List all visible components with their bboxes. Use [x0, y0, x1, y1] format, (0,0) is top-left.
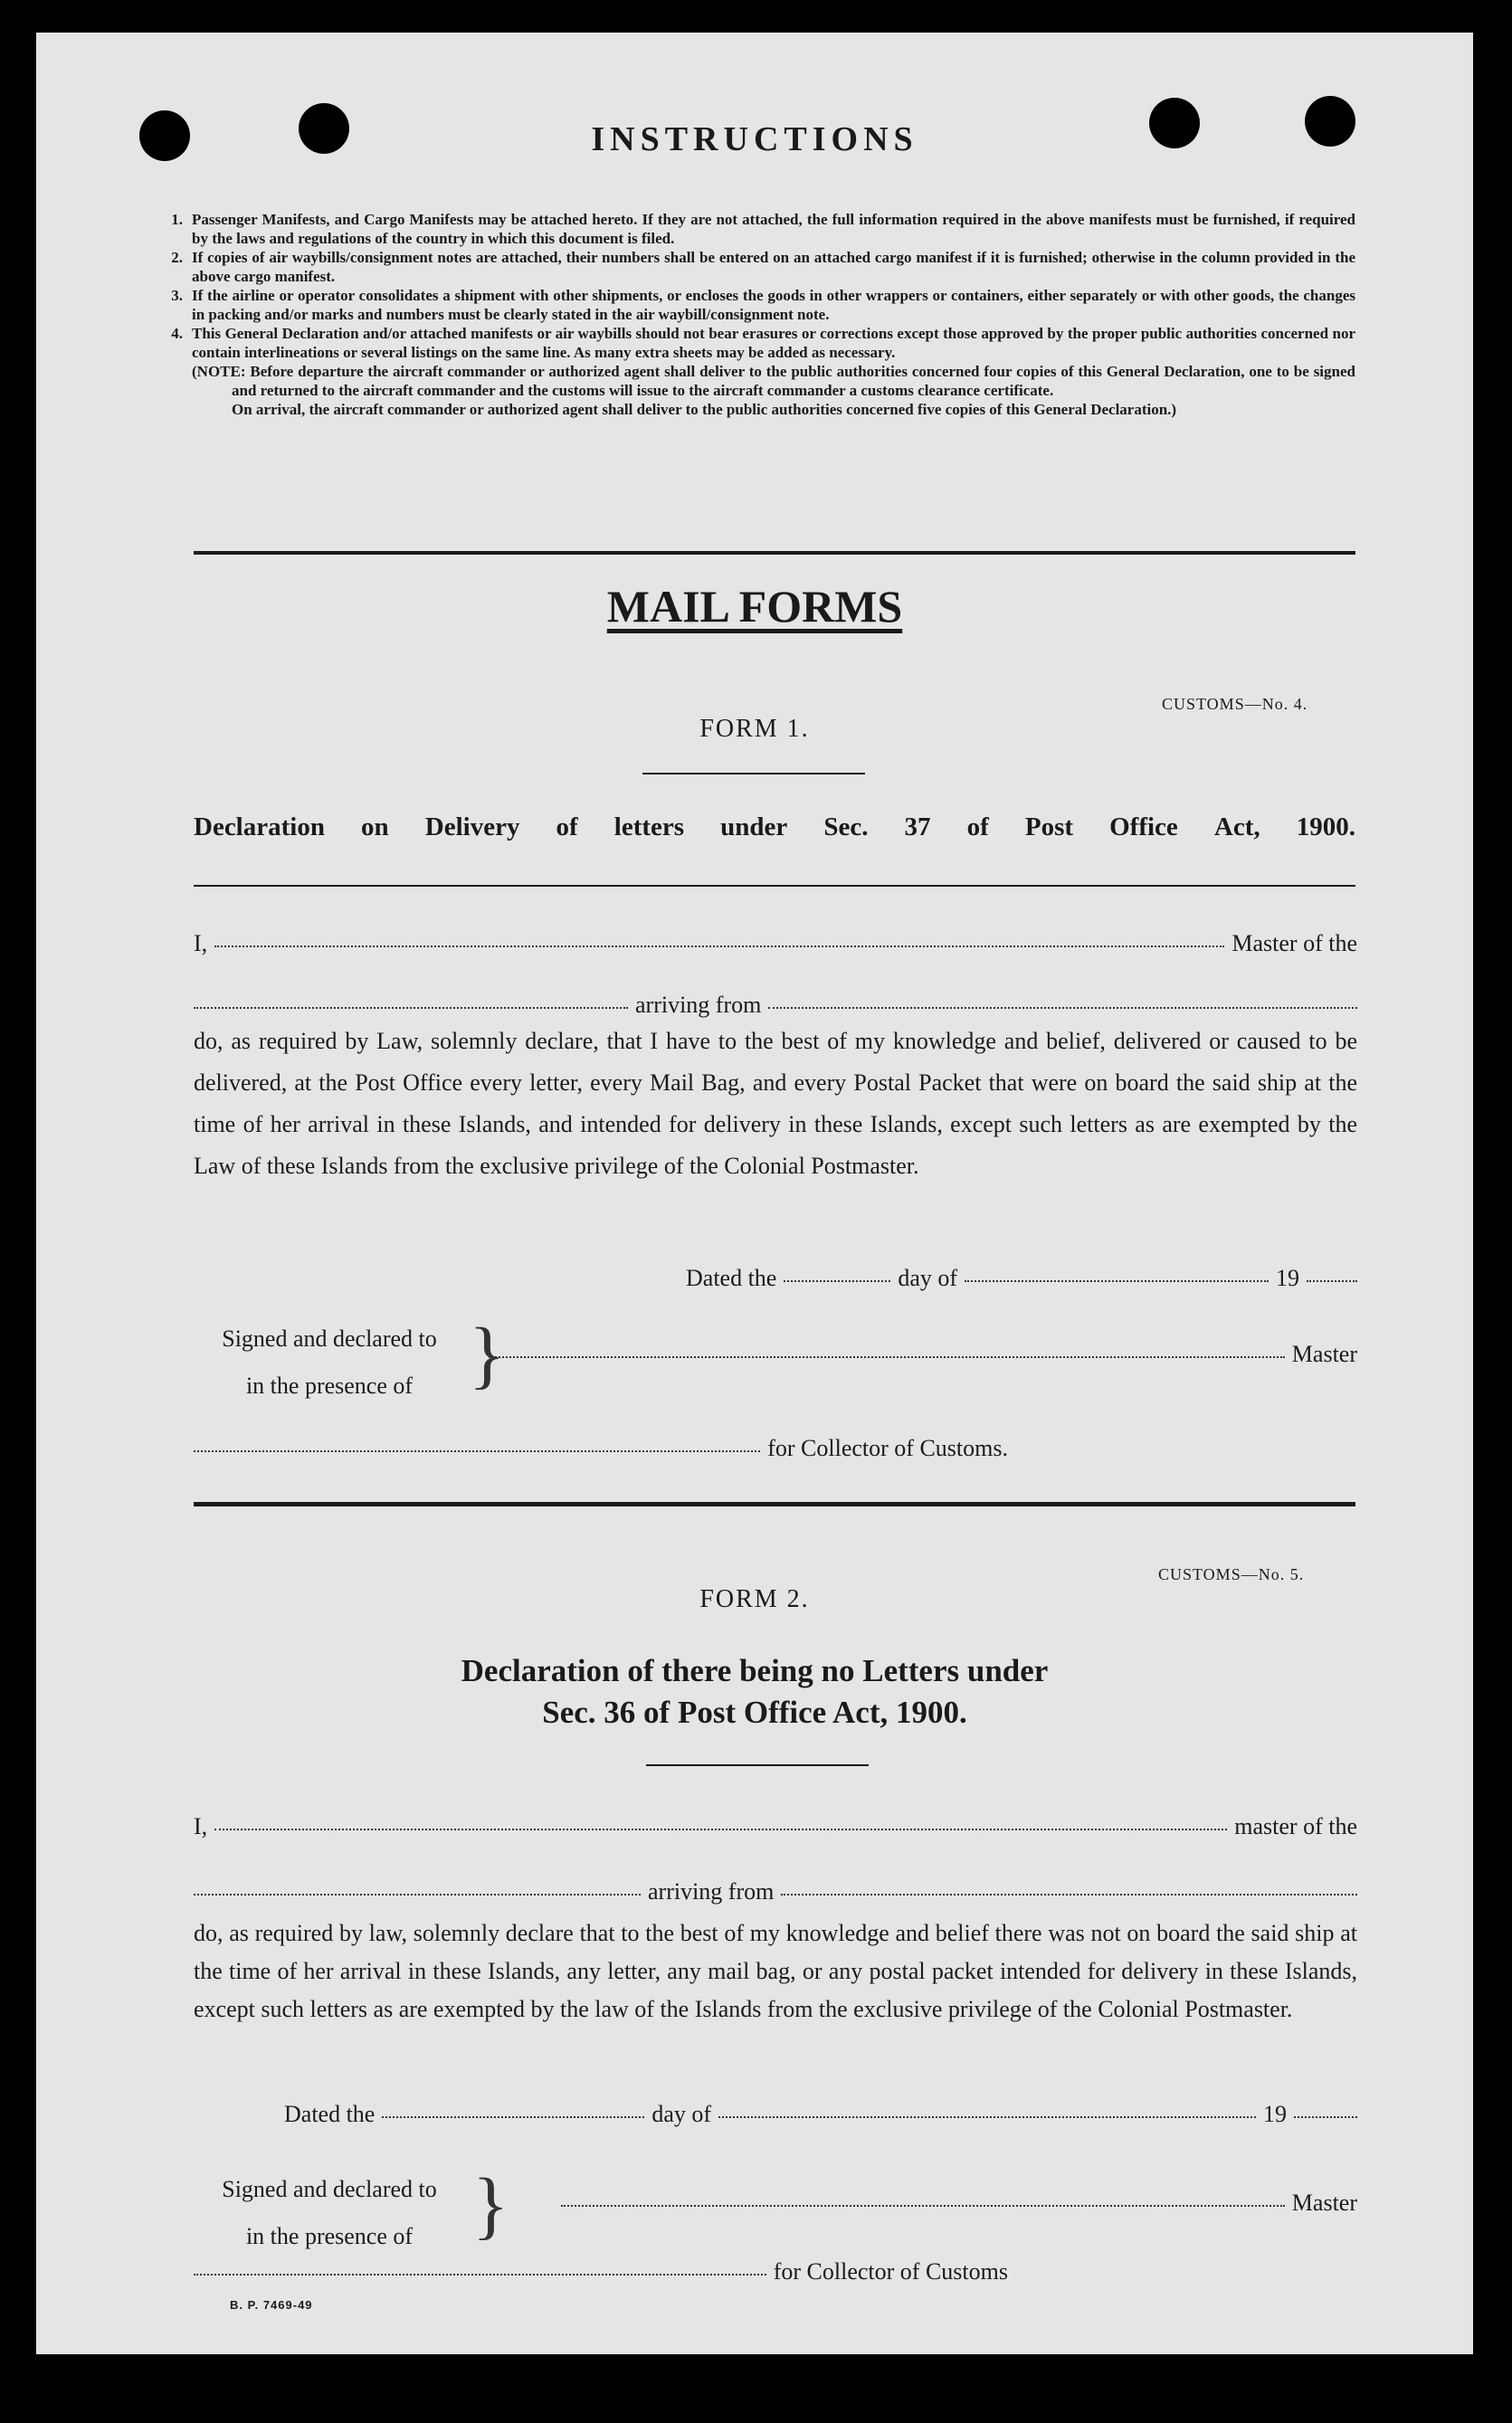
form1-master-signature[interactable]: Master: [489, 1341, 1357, 1368]
print-code: B. P. 7469-49: [230, 2298, 313, 2312]
customs-number: CUSTOMS—No. 5.: [1158, 1565, 1305, 1583]
day-blank[interactable]: [784, 1280, 890, 1282]
declaration-word: under: [720, 812, 788, 841]
section-divider: [194, 551, 1355, 555]
declaration-word: on: [361, 812, 389, 841]
form1-collector-field[interactable]: for Collector of Customs.: [194, 1435, 1008, 1462]
form1-date-field[interactable]: Dated the day of 19: [686, 1265, 1357, 1292]
collector-blank[interactable]: [194, 1450, 760, 1452]
instructions-title: INSTRUCTIONS: [591, 120, 918, 158]
form1-declaration-title: [194, 812, 1355, 842]
form2-collector-field[interactable]: for Collector of Customs: [194, 2258, 1008, 2285]
instruction-item: 2. If copies of air waybills/consignment notes are attached, their numbers shall be entered on an attached cargo manifest if it is furnished; otherwise in the column provided in the above cargo manifest.: [171, 249, 1355, 285]
year-blank[interactable]: [1294, 2116, 1357, 2118]
form2-declaration-title: Declaration of there being no Letters under Sec. 36 of Post Office Act, 1900.: [461, 1653, 1049, 1730]
mail-forms-title: MAIL FORMS: [606, 581, 903, 632]
name-blank[interactable]: [214, 1829, 1227, 1830]
month-blank[interactable]: [718, 2116, 1256, 2118]
form2-declaration-text: do, as required by law, solemnly declare that to the best of my knowledge and belief there was not on board the said ship at the time of her arrival in these Islands, any letter, any mail bag, or any postal packet intended for delivery in these Islands, except such letters as are exempted by the law of the Islands from the exclusive privilege of the Colonial Postmaster.: [194, 1920, 1357, 2022]
heading-underline: [642, 773, 865, 774]
instruction-note: (NOTE: Before departure the aircraft commander or authorized agent shall deliver to the public authorities concerned four copies of this General Declaration, one to be signed and returned to the aircraft commander and the customs will issue to the aircraft commander a customs clearance certificate.: [192, 363, 1355, 399]
form2-heading: FORM 2.: [699, 1585, 810, 1613]
signature-blank[interactable]: [561, 2205, 1285, 2207]
declaration-word: of: [966, 812, 989, 841]
declaration-word: Delivery: [424, 812, 520, 841]
form2-date-field[interactable]: Dated the day of 19: [284, 2101, 1357, 2128]
origin-blank[interactable]: [781, 1894, 1357, 1896]
declaration-word: letters: [613, 812, 685, 841]
instruction-item: 3. If the airline or operator consolidates a shipment with other shipments, or encloses the goods in other wrappers or containers, either separately or with other goods, the changes in packing and/or marks and numbers must be clearly stated in the air waybill/consignment note.: [171, 287, 1355, 323]
declaration-word: 37: [904, 812, 931, 841]
instruction-item: 4. This General Declaration and/or attached manifests or air waybills should not bear erasures or corrections except those approved by the proper public authorities concerned nor contain interlineations or several listings on the same line. As many extra sheets may be added as necessary.: [171, 325, 1355, 361]
day-blank[interactable]: [382, 2116, 644, 2118]
master-name-field[interactable]: I, master of the: [194, 1813, 1357, 1839]
declaration-word: of: [556, 812, 578, 841]
signed-declared-label: Signed and declared to in the presence of: [222, 1326, 437, 1399]
ship-name-blank[interactable]: [194, 1007, 628, 1009]
year-blank[interactable]: [1307, 1280, 1357, 1282]
signed-declared-label: Signed and declared to in the presence of: [222, 2176, 437, 2249]
name-blank[interactable]: [214, 945, 1224, 947]
declaration-word: 1900.: [1296, 812, 1355, 841]
ship-name-blank[interactable]: [194, 1894, 641, 1896]
form1-heading: FORM 1.: [699, 715, 810, 743]
signature-blank[interactable]: [489, 1356, 1285, 1358]
declaration-word: Sec.: [823, 812, 869, 841]
document-page: [36, 33, 1473, 2354]
brace: }: [469, 1313, 506, 1397]
declaration-word: Office: [1109, 812, 1178, 841]
declaration-word: Declaration: [194, 812, 325, 841]
collector-blank[interactable]: [194, 2274, 766, 2276]
origin-blank[interactable]: [768, 1007, 1357, 1009]
heading-underline: [646, 1764, 869, 1766]
declaration-word: Post: [1024, 812, 1074, 841]
month-blank[interactable]: [965, 1280, 1269, 1282]
form2-master-signature[interactable]: Master: [561, 2190, 1357, 2217]
customs-number: CUSTOMS—No. 4.: [1162, 695, 1308, 713]
form1-divider: [194, 885, 1355, 887]
arriving-from-field[interactable]: arriving from: [194, 1878, 1357, 1905]
instructions-list: [171, 210, 1355, 419]
declaration-word: Act,: [1213, 812, 1260, 841]
form1-declaration-text: do, as required by Law, solemnly declare, that I have to the best of my knowledge and belief, delivered or caused to be delivered, at the Post Office every letter, every Mail Bag, and every Postal Packet that were on board the said ship at the time of her arrival in these Islands, and intended for delivery in these Islands, except such letters as are exempted by the Law of these Islands from the exclusive privilege of the Colonial Postmaster.: [194, 1028, 1357, 1179]
brace: }: [472, 2163, 509, 2247]
master-name-field[interactable]: I, Master of the: [194, 930, 1357, 956]
section-divider: [194, 1502, 1355, 1506]
instruction-note-arrival: On arrival, the aircraft commander or authorized agent shall deliver to the public authorities concerned five copies of this General Declaration.): [232, 401, 1177, 418]
arriving-from-field[interactable]: arriving from: [194, 992, 1357, 1019]
instruction-item: 1. Passenger Manifests, and Cargo Manifests may be attached hereto. If they are not attached, the full information required in the above manifests must be furnished, if required by the laws and regulations of the country in which this document is filed.: [171, 211, 1355, 247]
